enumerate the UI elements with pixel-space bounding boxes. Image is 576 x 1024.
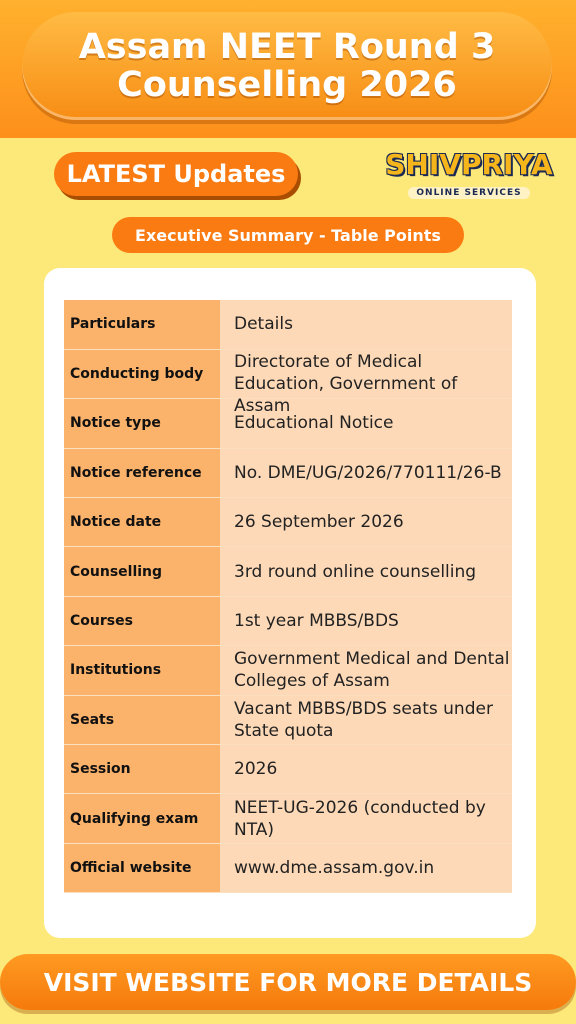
row-key: Counselling (64, 547, 220, 596)
row-key: Courses (64, 596, 220, 645)
row-key: Session (64, 745, 220, 794)
row-value: Directorate of Medical Education, Government of Assam (220, 349, 512, 398)
row-value: 3rd round online counselling (220, 547, 512, 596)
table-row (64, 498, 512, 547)
row-key: Qualifying exam (64, 794, 220, 843)
table-row (64, 646, 512, 695)
table-header-row (64, 300, 512, 349)
logo-wordmark: SHIVPRIYA (385, 148, 553, 181)
logo-tagline: ONLINE SERVICES (408, 187, 529, 199)
row-key: Notice date (64, 498, 220, 547)
row-value: Vacant MBBS/BDS seats under State quota (220, 695, 512, 744)
table-row (64, 547, 512, 596)
row-value: 1st year MBBS/BDS (220, 596, 512, 645)
row-key: Notice reference (64, 448, 220, 497)
table-row (64, 596, 512, 645)
row-value: 2026 (220, 745, 512, 794)
table-header-key: Particulars (64, 300, 220, 349)
row-value: Educational Notice (220, 399, 512, 448)
row-value: 26 September 2026 (220, 498, 512, 547)
row-value: No. DME/UG/2026/770111/26-B (220, 448, 512, 497)
visit-website-button[interactable]: VISIT WEBSITE FOR MORE DETAILS (0, 954, 576, 1010)
row-value: Government Medical and Dental Colleges of Assam (220, 646, 512, 695)
row-key: Official website (64, 843, 220, 892)
summary-table (64, 300, 512, 893)
table-row (64, 794, 512, 843)
row-value: NEET-UG-2026 (conducted by NTA) (220, 794, 512, 843)
table-row (64, 448, 512, 497)
page-title-banner (22, 12, 552, 120)
row-key: Seats (64, 695, 220, 744)
row-key: Notice type (64, 399, 220, 448)
table-row (64, 349, 512, 398)
row-value: www.dme.assam.gov.in (220, 843, 512, 892)
row-key: Conducting body (64, 349, 220, 398)
page-title: Assam NEET Round 3 Counselling 2026 (78, 27, 496, 105)
brand-logo (384, 150, 554, 196)
table-row (64, 843, 512, 892)
table-row (64, 695, 512, 744)
latest-updates-badge: LATEST Updates (54, 152, 298, 196)
table-header-value: Details (220, 300, 512, 349)
section-heading: Executive Summary - Table Points (112, 217, 464, 253)
row-key: Institutions (64, 646, 220, 695)
table-row (64, 745, 512, 794)
